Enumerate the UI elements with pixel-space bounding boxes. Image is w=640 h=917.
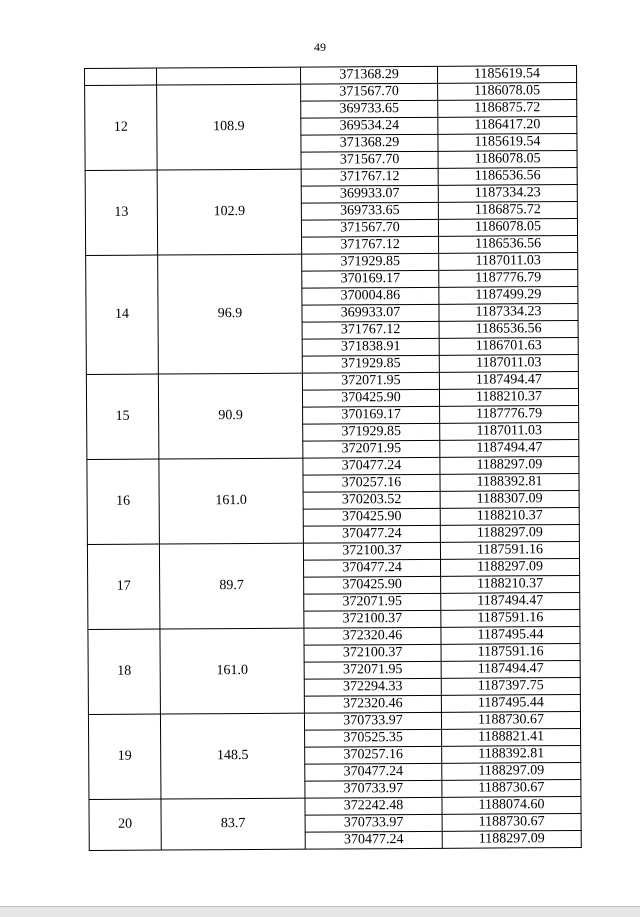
y-coordinate-cell: 1186875.72 (438, 99, 577, 117)
y-coordinate-cell: 1187495.44 (441, 694, 580, 712)
y-coordinate-cell: 1186536.56 (438, 167, 577, 185)
x-coordinate-cell: 370477.24 (303, 525, 440, 543)
y-coordinate-cell: 1188074.60 (442, 796, 581, 814)
y-coordinate-cell: 1188730.67 (442, 779, 581, 797)
parcel-area-cell: 161.0 (159, 458, 304, 544)
y-coordinate-cell: 1188297.09 (442, 762, 581, 780)
y-coordinate-cell: 1188392.81 (440, 473, 579, 491)
x-coordinate-cell: 372320.46 (304, 627, 441, 645)
x-coordinate-cell: 372071.95 (302, 372, 439, 390)
y-coordinate-cell: 1187494.47 (440, 439, 579, 457)
y-coordinate-cell: 1187011.03 (439, 252, 578, 270)
y-coordinate-cell: 1187591.16 (441, 609, 580, 627)
x-coordinate-cell: 372294.33 (304, 678, 441, 696)
x-coordinate-cell: 371368.29 (301, 134, 438, 152)
parcel-id-cell (85, 68, 157, 85)
parcel-area-cell (157, 67, 301, 85)
x-coordinate-cell: 372071.95 (303, 440, 440, 458)
x-coordinate-cell: 370477.24 (304, 559, 441, 577)
y-coordinate-cell: 1188210.37 (441, 575, 580, 593)
y-coordinate-cell: 1188730.67 (441, 711, 580, 729)
y-coordinate-cell: 1188210.37 (440, 507, 579, 525)
x-coordinate-cell: 371767.12 (301, 168, 438, 186)
scan-bottom-edge (0, 906, 640, 917)
y-coordinate-cell: 1187011.03 (440, 422, 579, 440)
y-coordinate-cell: 1186536.56 (439, 320, 578, 338)
y-coordinate-cell: 1186417.20 (438, 116, 577, 134)
x-coordinate-cell: 370733.97 (304, 712, 441, 730)
x-coordinate-cell: 372100.37 (304, 610, 441, 628)
x-coordinate-cell: 370169.17 (303, 406, 440, 424)
x-coordinate-cell: 370257.16 (305, 746, 442, 764)
parcel-area-cell: 108.9 (157, 84, 302, 170)
y-coordinate-cell: 1187494.47 (441, 660, 580, 678)
x-coordinate-cell: 371929.85 (302, 253, 439, 271)
x-coordinate-cell: 369534.24 (301, 117, 438, 135)
y-coordinate-cell: 1187011.03 (439, 354, 578, 372)
x-coordinate-cell: 371929.85 (302, 355, 439, 373)
x-coordinate-cell: 371567.70 (301, 83, 438, 101)
x-coordinate-cell: 370169.17 (302, 270, 439, 288)
y-coordinate-cell: 1187499.29 (439, 286, 578, 304)
y-coordinate-cell: 1187591.16 (441, 643, 580, 661)
x-coordinate-cell: 370477.24 (303, 457, 440, 475)
y-coordinate-cell: 1185619.54 (437, 65, 576, 83)
parcel-area-cell: 161.0 (160, 628, 305, 714)
parcel-id-cell: 15 (86, 374, 159, 459)
x-coordinate-cell: 369933.07 (302, 304, 439, 322)
parcel-area-cell: 89.7 (159, 543, 304, 629)
parcel-id-cell: 13 (85, 170, 158, 255)
x-coordinate-cell: 371567.70 (301, 151, 438, 169)
y-coordinate-cell: 1187776.79 (440, 405, 579, 423)
y-coordinate-cell: 1187334.23 (439, 303, 578, 321)
parcel-id-cell: 17 (87, 544, 160, 629)
parcel-id-cell: 20 (89, 799, 161, 850)
x-coordinate-cell: 372242.48 (305, 797, 442, 815)
y-coordinate-cell: 1187494.47 (439, 371, 578, 389)
y-coordinate-cell: 1186875.72 (438, 201, 577, 219)
y-coordinate-cell: 1188392.81 (442, 745, 581, 763)
x-coordinate-cell: 370004.86 (302, 287, 439, 305)
y-coordinate-cell: 1188730.67 (442, 813, 581, 831)
x-coordinate-cell: 372071.95 (304, 593, 441, 611)
parcel-id-cell: 14 (86, 255, 159, 374)
x-coordinate-cell: 370425.90 (303, 508, 440, 526)
x-coordinate-cell: 370425.90 (302, 389, 439, 407)
y-coordinate-cell: 1186078.05 (438, 82, 577, 100)
y-coordinate-cell: 1187494.47 (441, 592, 580, 610)
parcel-id-cell: 18 (88, 629, 161, 714)
coordinate-table (84, 65, 582, 851)
y-coordinate-cell: 1188307.09 (440, 490, 579, 508)
x-coordinate-cell: 370425.90 (304, 576, 441, 594)
x-coordinate-cell: 371838.91 (302, 338, 439, 356)
y-coordinate-cell: 1186078.05 (438, 150, 577, 168)
parcel-id-cell: 16 (87, 459, 160, 544)
y-coordinate-cell: 1186536.56 (439, 235, 578, 253)
x-coordinate-cell: 369733.65 (301, 202, 438, 220)
x-coordinate-cell: 371767.12 (302, 236, 439, 254)
y-coordinate-cell: 1188821.41 (442, 728, 581, 746)
x-coordinate-cell: 371567.70 (301, 219, 438, 237)
parcel-area-cell: 96.9 (158, 254, 303, 374)
x-coordinate-cell: 370733.97 (305, 780, 442, 798)
y-coordinate-cell: 1185619.54 (438, 133, 577, 151)
x-coordinate-cell: 372100.37 (304, 644, 441, 662)
y-coordinate-cell: 1188297.09 (441, 558, 580, 576)
y-coordinate-cell: 1188210.37 (439, 388, 578, 406)
x-coordinate-cell: 370203.52 (303, 491, 440, 509)
parcel-area-cell: 148.5 (160, 713, 305, 799)
x-coordinate-cell: 372071.95 (304, 661, 441, 679)
y-coordinate-cell: 1187776.79 (439, 269, 578, 287)
parcel-area-cell: 83.7 (161, 798, 305, 850)
y-coordinate-cell: 1187397.75 (441, 677, 580, 695)
y-coordinate-cell: 1187495.44 (441, 626, 580, 644)
x-coordinate-cell: 371368.29 (300, 66, 437, 84)
x-coordinate-cell: 372100.37 (303, 542, 440, 560)
y-coordinate-cell: 1186701.63 (439, 337, 578, 355)
x-coordinate-cell: 371767.12 (302, 321, 439, 339)
x-coordinate-cell: 370733.97 (305, 814, 442, 832)
x-coordinate-cell: 370477.24 (305, 763, 442, 781)
y-coordinate-cell: 1188297.09 (442, 830, 581, 848)
parcel-id-cell: 19 (88, 714, 161, 799)
y-coordinate-cell: 1186078.05 (438, 218, 577, 236)
parcel-area-cell: 90.9 (158, 373, 303, 459)
x-coordinate-cell: 370477.24 (305, 831, 442, 849)
x-coordinate-cell: 370257.16 (303, 474, 440, 492)
x-coordinate-cell: 371929.85 (303, 423, 440, 441)
page-number: 49 (314, 40, 326, 54)
y-coordinate-cell: 1188297.09 (440, 456, 579, 474)
y-coordinate-cell: 1187334.23 (438, 184, 577, 202)
parcel-id-cell: 12 (85, 85, 158, 170)
y-coordinate-cell: 1188297.09 (440, 524, 579, 542)
x-coordinate-cell: 369733.65 (301, 100, 438, 118)
y-coordinate-cell: 1187591.16 (440, 541, 579, 559)
x-coordinate-cell: 370525.35 (305, 729, 442, 747)
x-coordinate-cell: 369933.07 (301, 185, 438, 203)
coordinate-table-body (85, 65, 582, 850)
x-coordinate-cell: 372320.46 (304, 695, 441, 713)
parcel-area-cell: 102.9 (157, 169, 302, 255)
